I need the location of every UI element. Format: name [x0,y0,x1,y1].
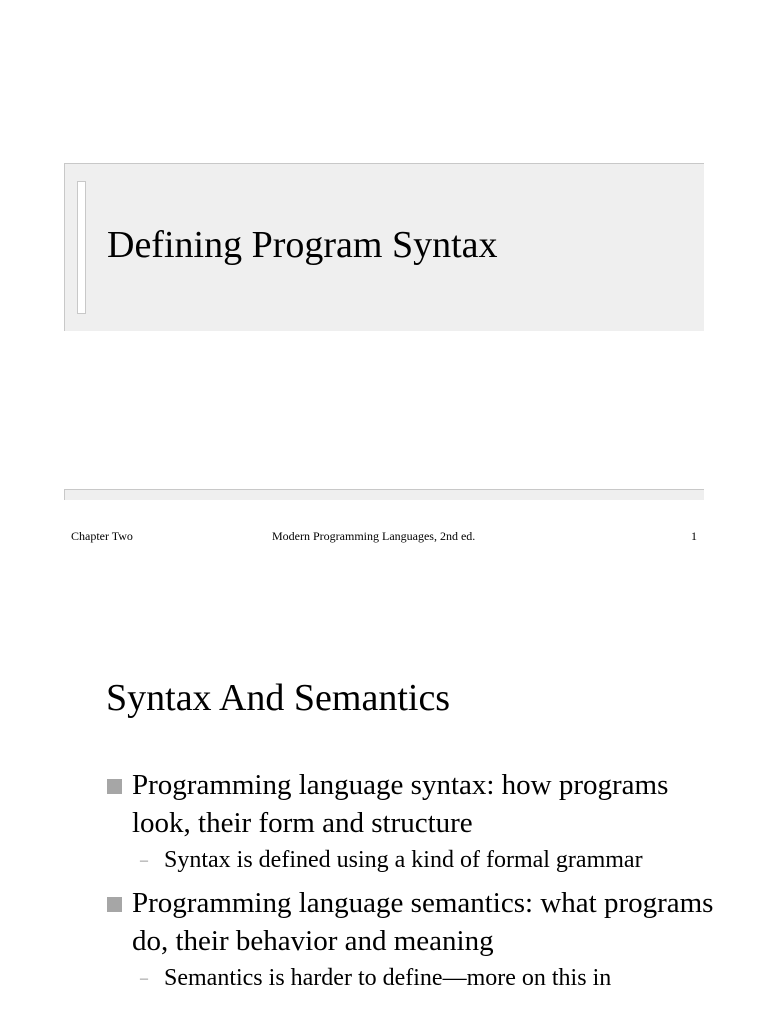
sub-bullet-text: Syntax is defined using a kind of formal grammar [164,847,643,873]
bullet-item [106,884,726,960]
dash-bullet-icon: – [140,852,148,869]
title-band [64,163,704,331]
footer-band [64,489,704,500]
dash-bullet-icon: – [140,970,148,987]
sub-bullet-text: Semantics is harder to define—more on this in [164,965,612,991]
slide-title: Defining Program Syntax [107,224,498,266]
sub-bullet-item [106,844,726,876]
footer-chapter: Chapter Two [71,529,133,543]
square-bullet-icon [107,779,122,794]
footer-book-title: Modern Programming Languages, 2nd ed. [272,529,476,543]
square-bullet-icon [107,897,122,912]
title-accent-bar [77,181,86,314]
sub-bullet-item [106,962,726,994]
slide2-title: Syntax And Semantics [106,677,451,719]
footer-page-number: 1 [691,529,697,543]
bullet-list [106,766,726,1002]
bullet-text: Programming language syntax: how programs look, their form and structure [132,769,669,839]
bullet-item [106,766,726,842]
bullet-text: Programming language semantics: what programs do, their behavior and meaning [132,887,714,957]
